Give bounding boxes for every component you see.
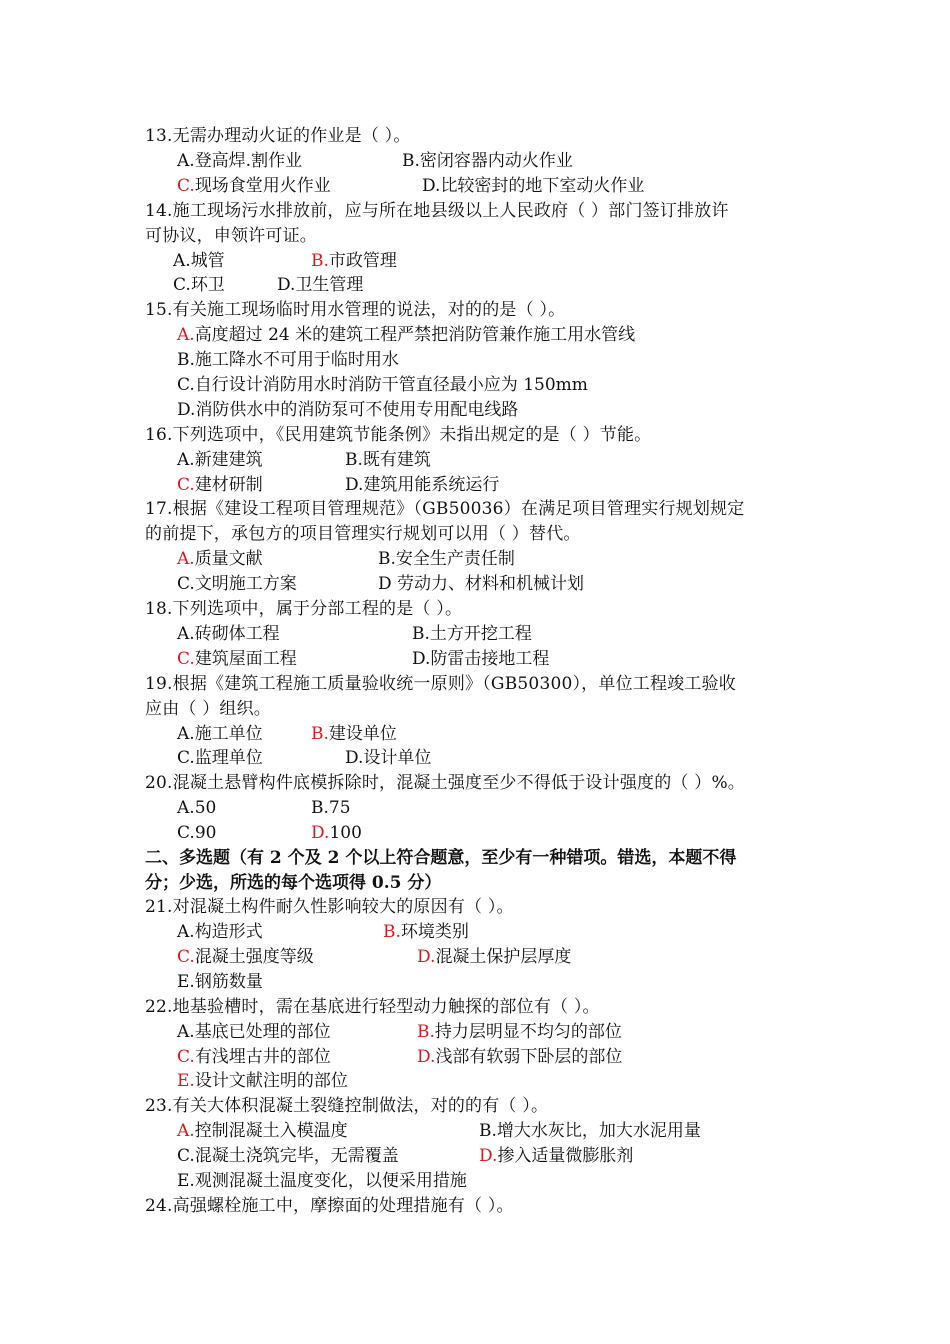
option-text: 土方开挖工程 [429, 624, 532, 644]
option-a [177, 547, 263, 572]
option-text: 掺入适量微膨胀剂 [497, 1146, 634, 1166]
option-text: 城管 [190, 251, 225, 271]
option-a [173, 249, 225, 274]
option-letter: C. [177, 748, 195, 768]
option-c [177, 647, 297, 672]
option-d [422, 174, 644, 199]
option-letter: B. [345, 450, 363, 470]
option-a [177, 448, 263, 473]
option-text: 环卫 [190, 275, 225, 295]
option-letter: C. [177, 1146, 195, 1166]
answer-letter: B. [383, 922, 401, 942]
option-b [345, 448, 431, 473]
option-b [311, 722, 397, 747]
option-letter: D [378, 574, 398, 594]
option-text: 新建建筑 [194, 450, 263, 470]
option-letter: B. [311, 798, 329, 818]
option-e [177, 1069, 348, 1094]
question-16-stem: 16.下列选项中，《民用建筑节能条例》未指出规定的是（ ）节能。 [145, 425, 652, 445]
option-text: 100 [329, 823, 362, 843]
option-text: 卫生管理 [295, 275, 364, 295]
option-c [177, 572, 297, 597]
question-15-stem: 15.有关施工现场临时用水管理的说法，对的的是（ ）。 [145, 300, 566, 320]
option-letter: B. [479, 1121, 497, 1141]
option-letter: D. [422, 176, 441, 196]
option-text: 混凝土浇筑完毕，无需覆盖 [194, 1146, 399, 1166]
option-text: 建设单位 [328, 724, 397, 744]
answer-letter: C. [177, 649, 195, 669]
answer-letter: A. [177, 325, 195, 345]
option-d [479, 1144, 633, 1169]
question-19-options-row-2 [145, 746, 810, 771]
option-text: 安全生产责任制 [395, 549, 515, 569]
option-letter: B. [177, 350, 195, 370]
question-24-stem: 24.高强螺栓施工中，摩擦面的处理措施有（ ）。 [145, 1196, 514, 1216]
answer-letter: C. [177, 1047, 195, 1067]
option-c [173, 273, 225, 298]
option-d [378, 572, 584, 597]
option-a [177, 1020, 331, 1045]
option-letter: E. [177, 1171, 195, 1191]
option-letter: C. [177, 823, 195, 843]
option-b [417, 1020, 622, 1045]
question-14-stem-line-1: 14.施工现场污水排放前，应与所在地县级以上人民政府（ ）部门签订排放许 [145, 201, 729, 221]
option-letter: C. [173, 275, 191, 295]
option-c [177, 473, 263, 498]
option-text: 建材研制 [194, 475, 263, 495]
option-a [177, 1119, 348, 1144]
option-text: 控制混凝土入模温度 [194, 1121, 348, 1141]
answer-letter: D. [311, 823, 330, 843]
option-text: 构造形式 [194, 922, 263, 942]
option-b [378, 547, 515, 572]
option-b [311, 796, 351, 821]
question-23-options-row-1 [145, 1119, 810, 1144]
question-23-stem: 23.有关大体积混凝土裂缝控制做法，对的的有（ ）。 [145, 1096, 549, 1116]
question-23-options-row-2 [145, 1144, 810, 1169]
option-c [177, 1144, 399, 1169]
option-letter: D. [345, 748, 364, 768]
option-letter: C. [177, 574, 195, 594]
question-19-stem-line-2: 应由（ ）组织。 [145, 699, 272, 719]
question-20-stem: 20.混凝土悬臂构件底模拆除时，混凝土强度至少不得低于设计强度的（ ）%。 [145, 773, 745, 793]
option-a [177, 622, 280, 647]
option-text: 基底已处理的部位 [194, 1022, 331, 1042]
option-text: 砖砌体工程 [194, 624, 280, 644]
question-16-options-row-2 [145, 473, 810, 498]
question-22-stem: 22.地基验槽时，需在基底进行轻型动力触探的部位有（ ）。 [145, 997, 600, 1017]
answer-letter: C. [177, 947, 195, 967]
option-letter: E. [177, 972, 195, 992]
question-17-options-row-2 [145, 572, 810, 597]
question-16-options-row-1 [145, 448, 810, 473]
option-letter: A. [177, 798, 195, 818]
option-text: 市政管理 [328, 251, 397, 271]
option-text: 浅部有软弱下卧层的部位 [435, 1047, 623, 1067]
question-21-stem: 21.对混凝土构件耐久性影响较大的原因有（ ）。 [145, 897, 514, 917]
question-15-option-d [145, 398, 810, 423]
option-text: 施工降水不可用于临时用水 [194, 350, 399, 370]
option-letter: B. [412, 624, 430, 644]
answer-letter: B. [417, 1022, 435, 1042]
option-text: 防雷击接地工程 [430, 649, 550, 669]
option-text: 观测混凝土温度变化，以便采用措施 [194, 1171, 467, 1191]
answer-letter: A. [177, 1121, 195, 1141]
question-13-stem: 13.无需办理动火证的作业是（ ）。 [145, 126, 411, 146]
question-18-options-row-2 [145, 647, 810, 672]
question-13-options-row-2 [145, 174, 810, 199]
question-14-options-row-2 [145, 273, 810, 298]
option-letter: A. [177, 724, 195, 744]
question-15-option-c [145, 373, 810, 398]
option-text: 有浅埋古井的部位 [194, 1047, 331, 1067]
option-text: 密闭容器内动火作业 [419, 151, 573, 171]
option-b [479, 1119, 701, 1144]
option-d [345, 746, 431, 771]
option-text: 钢筋数量 [194, 972, 263, 992]
question-21-options-row-3 [145, 970, 810, 995]
option-letter: A. [177, 450, 195, 470]
option-text: 90 [194, 823, 217, 843]
option-b [383, 920, 469, 945]
option-letter: D. [177, 400, 196, 420]
option-text: 建筑用能系统运行 [363, 475, 500, 495]
answer-letter: D. [417, 947, 436, 967]
answer-letter: E. [177, 1071, 195, 1091]
option-text: 施工单位 [194, 724, 263, 744]
question-22-options-row-3 [145, 1069, 810, 1094]
option-text: 比较密封的地下室动火作业 [440, 176, 645, 196]
option-e [177, 1169, 467, 1194]
answer-letter: B. [311, 724, 329, 744]
answer-letter: C. [177, 176, 195, 196]
option-text: 50 [194, 798, 217, 818]
question-21-options-row-1 [145, 920, 810, 945]
question-20-options-row-1 [145, 796, 810, 821]
question-14-stem-line-2: 可协议，申领许可证。 [145, 226, 317, 246]
option-text: 混凝土保护层厚度 [435, 947, 572, 967]
option-b [412, 622, 532, 647]
option-text: 高度超过 24 米的建筑工程严禁把消防管兼作施工用水管线 [194, 325, 636, 345]
option-a [177, 796, 216, 821]
option-text: 建筑屋面工程 [194, 649, 297, 669]
option-text: 劳动力、材料和机械计划 [397, 574, 585, 594]
option-letter: C. [177, 375, 195, 395]
option-d [311, 821, 362, 846]
option-text: 持力层明显不均匀的部位 [434, 1022, 622, 1042]
option-text: 设计文献注明的部位 [194, 1071, 348, 1091]
option-b [402, 149, 573, 174]
option-letter: B. [378, 549, 396, 569]
option-text: 自行设计消防用水时消防干管直径最小应为 150mm [194, 375, 588, 395]
option-text: 75 [328, 798, 351, 818]
question-18-stem: 18.下列选项中，属于分部工程的是（ ）。 [145, 599, 463, 619]
option-d [345, 473, 499, 498]
question-19-options-row-1 [145, 722, 810, 747]
option-letter: A. [173, 251, 191, 271]
option-letter: D. [345, 475, 364, 495]
option-text: 质量文献 [194, 549, 263, 569]
option-c [177, 821, 216, 846]
option-e [177, 970, 263, 995]
option-d [412, 647, 549, 672]
option-d [417, 1045, 622, 1070]
question-17-stem-line-2: 的前提下，承包方的项目管理实行规划可以用（ ）替代。 [145, 524, 581, 544]
option-text: 监理单位 [194, 748, 263, 768]
section-heading-line-1: 二、多选题（有 2 个及 2 个以上符合题意，至少有一种错项。错选，本题不得 [145, 848, 737, 868]
option-b [311, 249, 397, 274]
answer-letter: C. [177, 475, 195, 495]
option-letter: A. [177, 151, 195, 171]
option-d [277, 273, 363, 298]
question-13-options-row-1 [145, 149, 810, 174]
option-c [177, 174, 331, 199]
question-23-options-row-3 [145, 1169, 810, 1194]
question-17-stem-line-1: 17.根据《建设工程项目管理规范》（GB50036）在满足项目管理实行规划规定 [145, 499, 745, 519]
answer-letter: A. [177, 549, 195, 569]
option-text: 增大水灰比，加大水泥用量 [496, 1121, 701, 1141]
option-text: 设计单位 [363, 748, 432, 768]
option-text: 文明施工方案 [194, 574, 297, 594]
question-17-options-row-1 [145, 547, 810, 572]
option-text: 环境类别 [400, 922, 469, 942]
question-20-options-row-2 [145, 821, 810, 846]
option-text: 既有建筑 [362, 450, 431, 470]
option-letter: B. [402, 151, 420, 171]
question-22-options-row-1 [145, 1020, 810, 1045]
option-c [177, 746, 263, 771]
option-c [177, 945, 314, 970]
question-14-options-row-1 [145, 249, 810, 274]
option-letter: A. [177, 624, 195, 644]
question-22-options-row-2 [145, 1045, 810, 1070]
option-text: 消防供水中的消防泵可不使用专用配电线路 [195, 400, 519, 420]
option-text: 混凝土强度等级 [194, 947, 314, 967]
question-19-stem-line-1: 19.根据《建筑工程施工质量验收统一原则》（GB50300），单位工程竣工验收 [145, 674, 736, 694]
option-a [177, 722, 263, 747]
answer-letter: D. [479, 1146, 498, 1166]
answer-letter: D. [417, 1047, 436, 1067]
option-a [177, 149, 302, 174]
answer-letter: B. [311, 251, 329, 271]
option-text: 登高焊.割作业 [194, 151, 303, 171]
option-letter: D. [277, 275, 296, 295]
option-letter: A. [177, 922, 195, 942]
option-letter: D. [412, 649, 431, 669]
question-18-options-row-1 [145, 622, 810, 647]
option-d [417, 945, 571, 970]
question-15-option-a [145, 323, 810, 348]
option-text: 现场食堂用火作业 [194, 176, 331, 196]
section-heading-line-2: 分；少选，所选的每个选项得 0.5 分） [145, 873, 442, 893]
question-21-options-row-2 [145, 945, 810, 970]
option-c [177, 1045, 331, 1070]
option-letter: A. [177, 1022, 195, 1042]
option-a [177, 920, 263, 945]
question-15-option-b [145, 348, 810, 373]
